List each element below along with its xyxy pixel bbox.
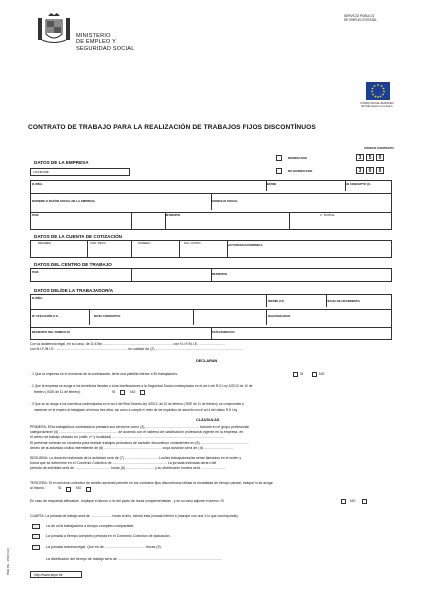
decl2-line1: - 2 Que la empresa se acoge a los beneficios fiscales o a las bonificaciones a la Seguridad Social contemplados en el art.4 del R.D Ley 3/2012 de 10 de xyxy=(30,384,253,388)
c1-line2: categoría/nivel (4) ............................................................ de acuerdo con el sistema de clasificación profesional vigente en la empresa, en xyxy=(30,430,244,435)
c4-text: CUARTA: La jornada de trabajo será de ...................... horas al año, siendo esta jornada inferior a (marque con una X lo que corresponda): xyxy=(30,514,239,518)
opt4-label: La distribución del tiempo de trabajo será de ........................................................................................................ xyxy=(46,557,222,561)
c3-si-label: SI xyxy=(58,486,62,490)
empresa-title: DATOS DE LA EMPRESA xyxy=(34,160,89,165)
c3-line1: TERCERA: Si el convenio colectivo de ámbito sectorial permite en los contratos fijos discontinuos utilizar la modalidad de tiempo parcial, indique si se acoge xyxy=(30,481,273,485)
c3-line3: En caso de respuesta afirmativa , explique el abono o no del pacto de horas complementarias , y en su caso adjunte el anexo: SI xyxy=(30,499,224,503)
clausulas-heading: CLÁUSULAS xyxy=(196,418,220,422)
cif-field[interactable] xyxy=(30,168,130,176)
decl2-no-label: NO xyxy=(130,390,136,394)
razon-social-label: NOMBRE O RAZÓN SOCIAL DE LA EMPRESA xyxy=(32,199,96,203)
decl1-si-label: SI xyxy=(300,372,304,376)
c3-no-checkbox[interactable] xyxy=(86,487,91,492)
decl2-si-checkbox[interactable] xyxy=(120,390,125,395)
clausula-tercera xyxy=(30,481,392,491)
cotizacion-title: DATOS DE LA CUENTA DE COTIZACIÓN xyxy=(34,234,122,239)
no-bonificado-label: NO BONIFICADO xyxy=(288,169,313,173)
centro-pais-label: PAIS xyxy=(32,270,39,274)
trabajador-title: DATOS DEL/DE LA TRABAJADOR/A xyxy=(34,288,114,293)
eu-line2: El FSE invierte en tu futuro xyxy=(361,105,393,109)
trab-nss-label: Nº AFILIACIÓN S.S. xyxy=(32,314,59,318)
empresa-nif-label: NIF/NIE xyxy=(266,182,277,186)
decl3-line1: - 3 Que se ac acoge a los incentivos contemplados en el art.4 del Real Decreto-ley 3/2012, de 10 de febrero ( BOE de 11 de febrero), se compromete a xyxy=(30,402,244,406)
codigo-contrato-label: CÓDIGO CONTRATO xyxy=(364,146,394,150)
opt2-label: La jornada a tiempo completo prevista en el Convenio Colectivo de aplicación. xyxy=(46,534,171,538)
opt1-label: La de un/a trabajador/a a tiempo completo comparable. xyxy=(46,524,135,528)
trab-nivel-label: NIVEL FORMATIVO xyxy=(94,314,121,318)
service-line2: DE EMPLEO ESTATAL xyxy=(344,18,377,22)
ministry-line1: MINISTERIO xyxy=(76,33,111,39)
decl1-no-checkbox[interactable] xyxy=(312,372,317,377)
regimen-label: RÉGIMEN xyxy=(38,241,52,245)
c3-anexo-no-checkbox[interactable] xyxy=(362,499,367,504)
clausula-primera xyxy=(30,425,392,451)
c3-anexo-no-label: NO xyxy=(350,499,356,503)
decl1-si-checkbox[interactable] xyxy=(293,372,298,377)
codprov-label: COD. PROV. xyxy=(90,241,107,245)
decl3-line2: mantener en el empleo al trabajador al menos tres años, así como a cumplir el resto de los requisitos de acuerdo con el art.4 del citado R.D Ley. xyxy=(34,408,238,412)
eu-flag-icon xyxy=(366,82,390,100)
no-bonificado-checkbox[interactable] xyxy=(276,168,282,174)
ministry-line2: DE EMPLEO Y xyxy=(76,39,117,46)
eu-line1: FONDO SOCIAL EUROPEO xyxy=(360,102,394,105)
sepe-url-link[interactable] xyxy=(30,571,82,578)
nobon-digit-1: 3 xyxy=(356,167,364,174)
c2-line3: periodo de actividad será de .................................... horas (8) ............................. y su distribución horaria será .......................... xyxy=(30,466,227,471)
opt2-checkbox[interactable] xyxy=(32,534,40,539)
service-name xyxy=(344,14,377,22)
digcontrol-label: DIG. CONTR. xyxy=(184,241,202,245)
opt1-checkbox[interactable] xyxy=(32,524,40,529)
c3-si-checkbox[interactable] xyxy=(66,487,71,492)
decl2-si-label: SI xyxy=(112,390,116,394)
intro-line2: con N.I.F./N.I.E. .......................................................................... en calidad de (2) .......................................................................................... xyxy=(30,347,243,352)
trab-nacionalidad-label: NACIONALIDAD xyxy=(268,314,291,318)
declaran-heading: DECLARAN xyxy=(196,359,218,363)
trab-fecha-label: FECHA DE NACIMIENTO xyxy=(326,299,360,303)
c1-line4: El presente contrato se concierta para realizar trabajos periódicos de carácter discontinuo consistentes en (5) .................................................. xyxy=(30,440,250,445)
nobon-digit-2: 0 xyxy=(366,167,374,174)
bonificado-label: BONIFICADO xyxy=(288,156,307,160)
cotizacion-grid xyxy=(30,240,392,258)
trab-pais-label: PAÍS DOMICILIO xyxy=(212,330,235,334)
decl2-line2: febrero ( BOE de 11 de febrero) xyxy=(34,390,81,394)
centro-grid xyxy=(30,268,392,282)
empresa-dna-label: D./DÑA. xyxy=(32,182,43,186)
trab-nif-label: NIF/NIE (17) xyxy=(268,299,285,303)
bonificado-checkbox[interactable] xyxy=(276,155,282,161)
empresa-municipio-label: MUNICIPIO xyxy=(165,213,181,217)
centro-title: DATOS DEL CENTRO DE TRABAJO xyxy=(34,262,112,267)
c1-line5: dentro de la actividad cíclica intermitente de (6) ........................................................... cuya duración será de ( 6) .............................. xyxy=(30,445,234,450)
side-form-code: PM2 PE - 1510 (V2) xyxy=(6,548,10,575)
opt3-label: La jornada máxima legal. Que es de ........................................ Horas (9). xyxy=(46,545,162,549)
c3-no-label: NO xyxy=(76,486,82,490)
centro-municipio-label: MUNICIPIO xyxy=(212,272,228,276)
intro-block xyxy=(30,342,390,352)
c1-line3: el centro de trabajo ubicado en (calle, nº y localidad) ................................................................................................................... xyxy=(30,435,225,440)
c2-line2: forma que se determine en el Convenio Colectivo de ........................................................ La jornada estimada dentro del xyxy=(30,461,217,466)
empresa-pais-label: PAIS xyxy=(32,213,39,217)
decl1-no-label: NO xyxy=(319,372,325,376)
decl2-no-checkbox[interactable] xyxy=(140,390,145,395)
bon-digit-2: 5 xyxy=(366,154,374,161)
coat-of-arms-icon xyxy=(36,12,72,46)
c3-line2: al mismo : xyxy=(30,486,46,491)
ministry-line3: SEGURIDAD SOCIAL xyxy=(76,45,135,52)
sepe-url-text: http://www.sepe.es xyxy=(34,573,63,577)
empresa-cpostal-label: C. POSTAL xyxy=(320,213,335,217)
document-title: CONTRATO DE TRABAJO PARA LA REALIZACIÓN DE TRABAJOS FIJOS DISCONTÍNUOS xyxy=(28,124,316,131)
domicilio-social-label: DOMICILIO SOCIAL xyxy=(211,199,238,203)
cif-label: CIF/NIF/NIE xyxy=(33,170,49,174)
bon-digit-3: 0 xyxy=(376,154,384,161)
trab-municipio-label: MUNICIPIO DEL DOMICILIO xyxy=(32,330,70,334)
nobon-digit-3: 0 xyxy=(376,167,384,174)
trab-dna-label: D./DÑA. xyxy=(32,296,43,300)
clausula-segunda xyxy=(30,456,392,472)
c1-line1: PRIMERA: El/la trabajador/a contratado/a prestará sus servicios como (3)........................................................ incluido en el grupo profesional/ xyxy=(30,425,250,429)
actividad-label: ACTIVIDAD ECONÓMICA xyxy=(228,243,263,247)
numero-label: NÚMERO xyxy=(138,241,151,245)
c2-line1: SEGUNDA: La duración estimada de la actividad será de (7) .................................. Los/las trabajadores/as serán llamados en el orden y xyxy=(30,456,242,460)
decl1-text: - 1 Que la empresa en el momento de la contratación, tiene una plantilla inferior a 50 trabajadores. xyxy=(30,372,178,376)
eu-fund-text xyxy=(352,102,402,108)
intro-line1: Con la asistencia legal, en su caso, de D./Dña ........................................................................ con N.I.F./N.I.E. ........................... xyxy=(30,342,226,346)
opt3-checkbox[interactable] xyxy=(32,545,40,550)
empresa-concepto-label: EN CONCEPTO (1) xyxy=(345,182,371,186)
c3-anexo-si-checkbox[interactable] xyxy=(341,499,346,504)
ministry-name xyxy=(76,33,135,52)
empresa-dna-input[interactable] xyxy=(36,186,256,191)
bon-digit-1: 3 xyxy=(356,154,364,161)
service-line1: SERVICIO PÚBLICO xyxy=(344,14,375,18)
